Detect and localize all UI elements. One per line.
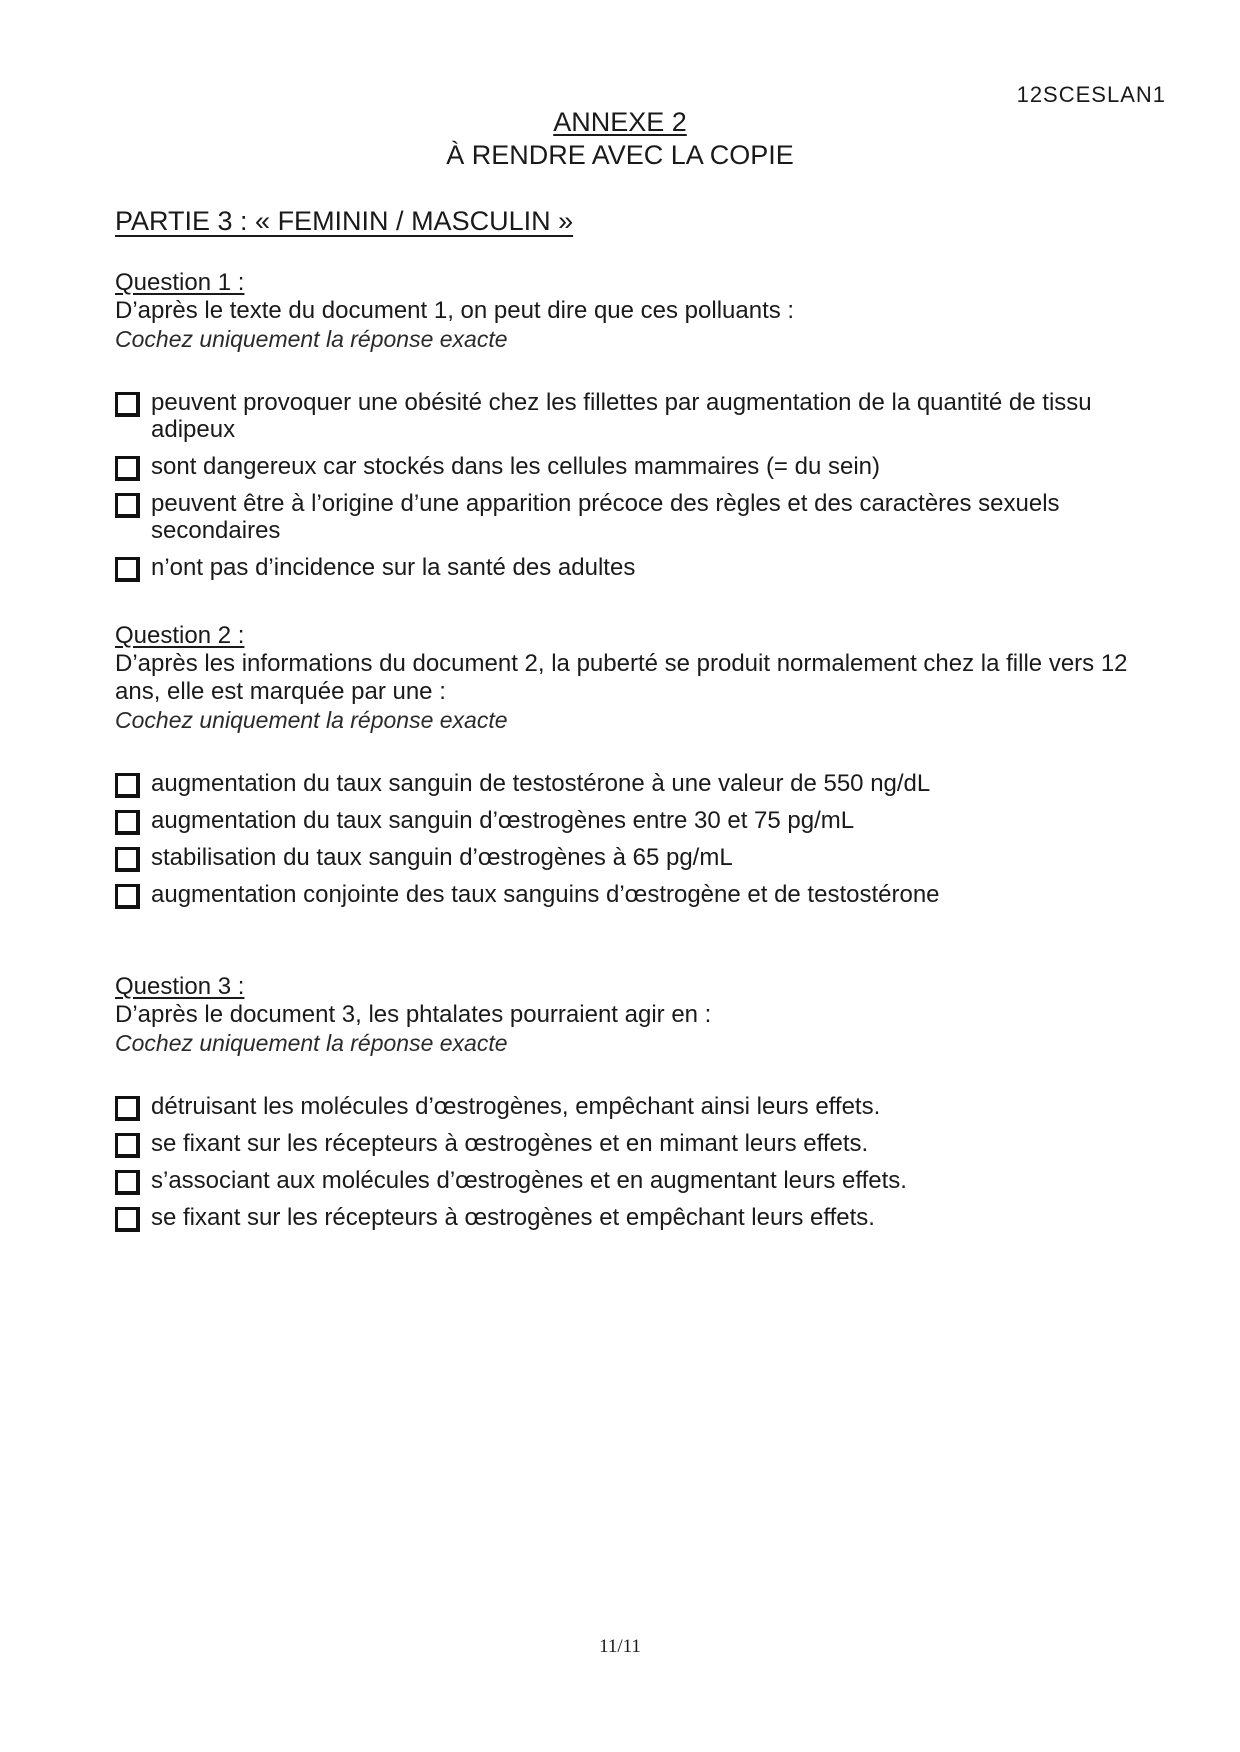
- answer-option[interactable]: [115, 490, 1175, 544]
- question-1: [115, 268, 1175, 581]
- question-2: [115, 621, 1175, 908]
- answer-option[interactable]: [115, 770, 1175, 797]
- answer-option-text: augmentation conjointe des taux sanguins d’œstrogène et de testostérone: [151, 881, 940, 908]
- question-text: D’après le texte du document 1, on peut dire que ces polluants :: [115, 297, 795, 324]
- answer-option-text: se fixant sur les récepteurs à œstrogènes et en mimant leurs effets.: [151, 1130, 869, 1157]
- checkbox-icon[interactable]: [115, 557, 140, 582]
- annex-header: [0, 106, 1240, 172]
- answer-option[interactable]: [115, 1130, 1175, 1157]
- answer-option-text: peuvent être à l’origine d’une apparition précoce des règles et des caractères sexuels secondaires: [151, 490, 1060, 544]
- answer-option-text: sont dangereux car stockés dans les cellules mammaires (= du sein): [151, 453, 880, 480]
- answer-option[interactable]: [115, 844, 1175, 871]
- answer-options: [115, 389, 1175, 581]
- question-heading: Question 2 :: [115, 622, 245, 649]
- checkbox-icon[interactable]: [115, 392, 140, 417]
- checkbox-icon[interactable]: [115, 1133, 140, 1158]
- question-instruction: Cochez uniquement la réponse exacte: [115, 707, 508, 733]
- answer-option[interactable]: [115, 881, 1175, 908]
- checkbox-icon[interactable]: [115, 884, 140, 909]
- answer-option[interactable]: [115, 389, 1175, 443]
- question-text: D’après le document 3, les phtalates pourraient agir en :: [115, 1001, 712, 1028]
- document-code: 12SCESLAN1: [1016, 82, 1166, 107]
- answer-options: [115, 1093, 1175, 1231]
- answer-option[interactable]: [115, 1204, 1175, 1231]
- answer-option-text: s’associant aux molécules d’œstrogènes et en augmentant leurs effets.: [151, 1167, 907, 1194]
- answer-option[interactable]: [115, 453, 1175, 480]
- checkbox-icon[interactable]: [115, 456, 140, 481]
- annex-subtitle: À RENDRE AVEC LA COPIE: [446, 140, 794, 170]
- question-heading: Question 3 :: [115, 973, 245, 1000]
- answer-option[interactable]: [115, 1167, 1175, 1194]
- answer-option-text: peuvent provoquer une obésité chez les fillettes par augmentation de la quantité de tissu adipeux: [151, 389, 1092, 443]
- checkbox-icon[interactable]: [115, 847, 140, 872]
- answer-option[interactable]: [115, 807, 1175, 834]
- checkbox-icon[interactable]: [115, 1096, 140, 1121]
- question-instruction: Cochez uniquement la réponse exacte: [115, 326, 508, 352]
- answer-option[interactable]: [115, 1093, 1175, 1120]
- answer-option-text: stabilisation du taux sanguin d’œstrogènes à 65 pg/mL: [151, 844, 733, 871]
- answer-option-text: augmentation du taux sanguin d’œstrogènes entre 30 et 75 pg/mL: [151, 807, 855, 834]
- answer-option[interactable]: [115, 554, 1175, 581]
- checkbox-icon[interactable]: [115, 1207, 140, 1232]
- question-3: [115, 972, 1175, 1231]
- answer-option-text: n’ont pas d’incidence sur la santé des adultes: [151, 554, 636, 581]
- annex-title: ANNEXE 2: [553, 107, 687, 137]
- checkbox-icon[interactable]: [115, 773, 140, 798]
- question-instruction: Cochez uniquement la réponse exacte: [115, 1030, 508, 1056]
- question-text: D’après les informations du document 2, la puberté se produit normalement chez la fille vers 12 ans, elle est marquée par une :: [115, 650, 1128, 705]
- part-title: PARTIE 3 : « FEMININ / MASCULIN »: [115, 206, 574, 236]
- answer-options: [115, 770, 1175, 908]
- answer-option-text: augmentation du taux sanguin de testostérone à une valeur de 550 ng/dL: [151, 770, 931, 797]
- question-heading: Question 1 :: [115, 269, 245, 296]
- checkbox-icon[interactable]: [115, 493, 140, 518]
- checkbox-icon[interactable]: [115, 1170, 140, 1195]
- answer-option-text: se fixant sur les récepteurs à œstrogènes et empêchant leurs effets.: [151, 1204, 875, 1231]
- checkbox-icon[interactable]: [115, 810, 140, 835]
- answer-option-text: détruisant les molécules d’œstrogènes, empêchant ainsi leurs effets.: [151, 1093, 881, 1120]
- page-number: 11/11: [599, 1636, 641, 1657]
